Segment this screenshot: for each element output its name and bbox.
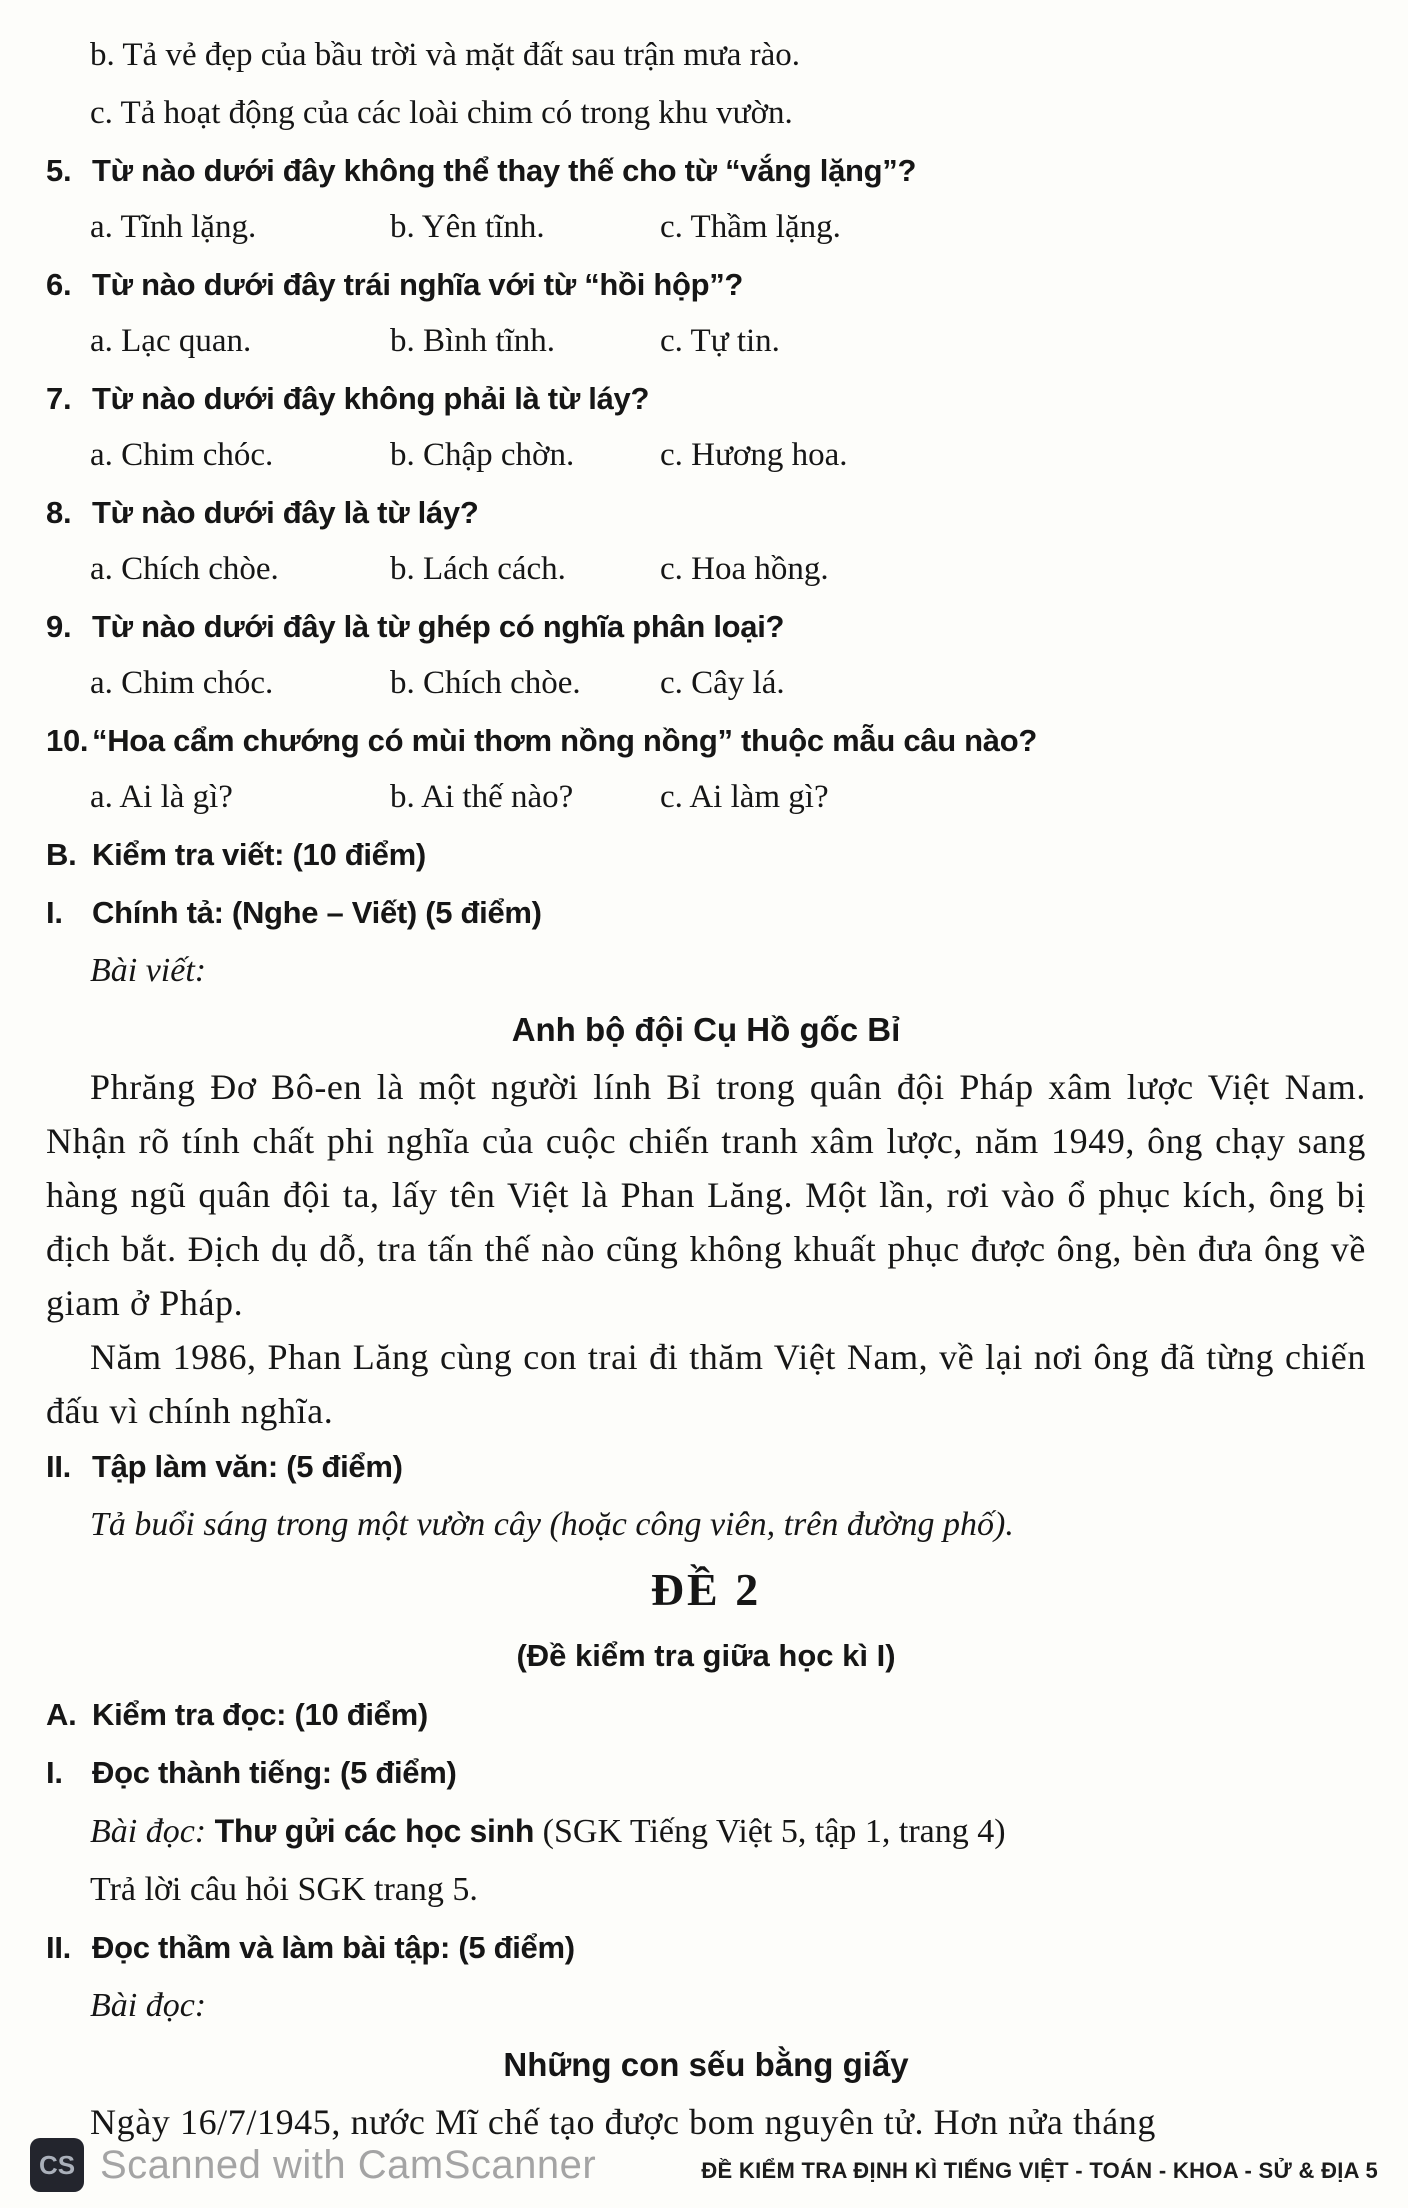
question-number: 6. [46, 267, 72, 302]
question-10 [46, 712, 1366, 826]
bai-doc-line [46, 1802, 1366, 1861]
question-number: 5. [46, 153, 72, 188]
section-numeral: II. [46, 1449, 71, 1484]
question-text: Từ nào dưới đây không phải là từ láy? [92, 381, 650, 416]
bai-viet-label: Bài viết: [90, 952, 207, 989]
section-title: Đọc thầm và làm bài tập: (5 điểm) [92, 1930, 575, 1965]
bai-doc-label: Bài đọc: [90, 1813, 207, 1850]
camscanner-logo-icon: CS [30, 2138, 84, 2192]
question-number: 9. [46, 609, 72, 644]
section-title: Kiểm tra viết: (10 điểm) [92, 837, 426, 872]
section-tap-lam-van [46, 1438, 1366, 1496]
reading-piece-title: Thư gửi các học sinh [214, 1813, 535, 1849]
intro-option-c: c. Tả hoạt động của các loài chim có trong khu vườn. [90, 95, 793, 131]
dictation-paragraph-1: Phrăng Đơ Bô-en là một người lính Bỉ trong quân đội Pháp xâm lược Việt Nam. Nhận rõ tính chất phi nghĩa của cuộc chiến tranh xâm lược, năm 1949, ông chạy sang hàng ngũ quân đội ta, lấy tên Việt là Phan Lăng. Một lần, rơi vào ổ phục kích, ông bị địch bắt. Địch dụ dỗ, tra tấn thế nào cũng không khuất phục được ông, bèn đưa ông về giam ở Pháp. [46, 1067, 1366, 1323]
option-b: b. Bình tĩnh. [390, 323, 556, 359]
section-numeral: II. [46, 1930, 71, 1965]
section-title: Tập làm văn: (5 điểm) [92, 1449, 403, 1484]
question-5 [46, 142, 1366, 256]
book-footer-text: ĐỀ KIỂM TRA ĐỊNH KÌ TIẾNG VIỆT - TOÁN - KHOA - SỬ & ĐỊA 5 [701, 2158, 1378, 2183]
de2-title: ĐỀ 2 [650, 1564, 762, 1615]
question-number: 7. [46, 381, 72, 416]
question-text: Từ nào dưới đây là từ láy? [92, 495, 479, 530]
section-letter: B. [46, 837, 77, 872]
question-number: 10. [46, 723, 89, 758]
dictation-paragraph-2: Năm 1986, Phan Lăng cùng con trai đi thăm Việt Nam, về lại nơi ông đã từng chiến đấu vì chính nghĩa. [46, 1337, 1366, 1431]
section-numeral: I. [46, 895, 63, 930]
question-7 [46, 370, 1366, 484]
option-b: b. Yên tĩnh. [390, 209, 545, 245]
camscanner-watermark-text: Scanned with CamScanner [100, 2142, 597, 2187]
section-title: Kiểm tra đọc: (10 điểm) [92, 1697, 428, 1732]
option-b: b. Ai thế nào? [390, 779, 574, 815]
de2-subtitle: (Đề kiểm tra giữa học kì I) [516, 1638, 896, 1673]
option-a: a. Chim chóc. [90, 665, 274, 701]
question-text: Từ nào dưới đây là từ ghép có nghĩa phân loại? [92, 609, 785, 644]
option-b: b. Chích chòe. [390, 665, 581, 701]
tra-loi-line: Trả lời câu hỏi SGK trang 5. [90, 1871, 478, 1908]
camscanner-watermark [30, 2138, 596, 2192]
question-text: “Hoa cẩm chướng có mùi thơm nồng nồng” thuộc mẫu câu nào? [92, 723, 1038, 758]
dictation-title: Anh bộ đội Cụ Hồ gốc Bỉ [511, 1011, 901, 1048]
question-8 [46, 484, 1366, 598]
option-c: c. Ai làm gì? [660, 779, 829, 815]
option-b: b. Chập chờn. [390, 437, 575, 473]
option-c: c. Thầm lặng. [660, 209, 841, 245]
bai-doc-label-2: Bài đọc: [90, 1987, 207, 2024]
intro-option-b: b. Tả vẻ đẹp của bầu trời và mặt đất sau trận mưa rào. [90, 37, 801, 73]
question-9 [46, 598, 1366, 712]
option-a: a. Ai là gì? [90, 779, 233, 815]
section-title: Chính tả: (Nghe – Viết) (5 điểm) [92, 895, 542, 930]
section-chinh-ta [46, 884, 1366, 942]
essay-prompt: Tả buổi sáng trong một vườn cây (hoặc công viên, trên đường phố). [90, 1506, 1014, 1543]
section-numeral: I. [46, 1755, 63, 1790]
option-b: b. Lách cách. [390, 551, 566, 587]
reading-title: Những con sếu bằng giấy [503, 2046, 909, 2083]
option-c: c. Tự tin. [660, 323, 780, 359]
option-c: c. Cây lá. [660, 665, 785, 701]
section-doc-thanh-tieng [46, 1744, 1366, 1802]
option-a: a. Chim chóc. [90, 437, 274, 473]
reading-first-line: Ngày 16/7/1945, nước Mĩ chế tạo được bom nguyên tử. Hơn nửa tháng [90, 2102, 1156, 2142]
page-footer [0, 2116, 1408, 2208]
section-kiem-tra-viet [46, 826, 1366, 884]
section-letter: A. [46, 1697, 77, 1732]
option-a: a. Lạc quan. [90, 323, 252, 359]
option-c: c. Hương hoa. [660, 437, 848, 473]
question-text: Từ nào dưới đây trái nghĩa với từ “hồi hộp”? [92, 267, 744, 302]
section-kiem-tra-doc [46, 1686, 1366, 1744]
option-c: c. Hoa hồng. [660, 551, 829, 587]
option-a: a. Tĩnh lặng. [90, 209, 257, 245]
reading-piece-source: (SGK Tiếng Việt 5, tập 1, trang 4) [542, 1813, 1006, 1850]
question-text: Từ nào dưới đây không thể thay thế cho từ “vắng lặng”? [92, 153, 917, 188]
question-6 [46, 256, 1366, 370]
section-title: Đọc thành tiếng: (5 điểm) [92, 1755, 457, 1790]
option-a: a. Chích chòe. [90, 551, 279, 587]
question-number: 8. [46, 495, 72, 530]
section-doc-tham [46, 1919, 1366, 1977]
